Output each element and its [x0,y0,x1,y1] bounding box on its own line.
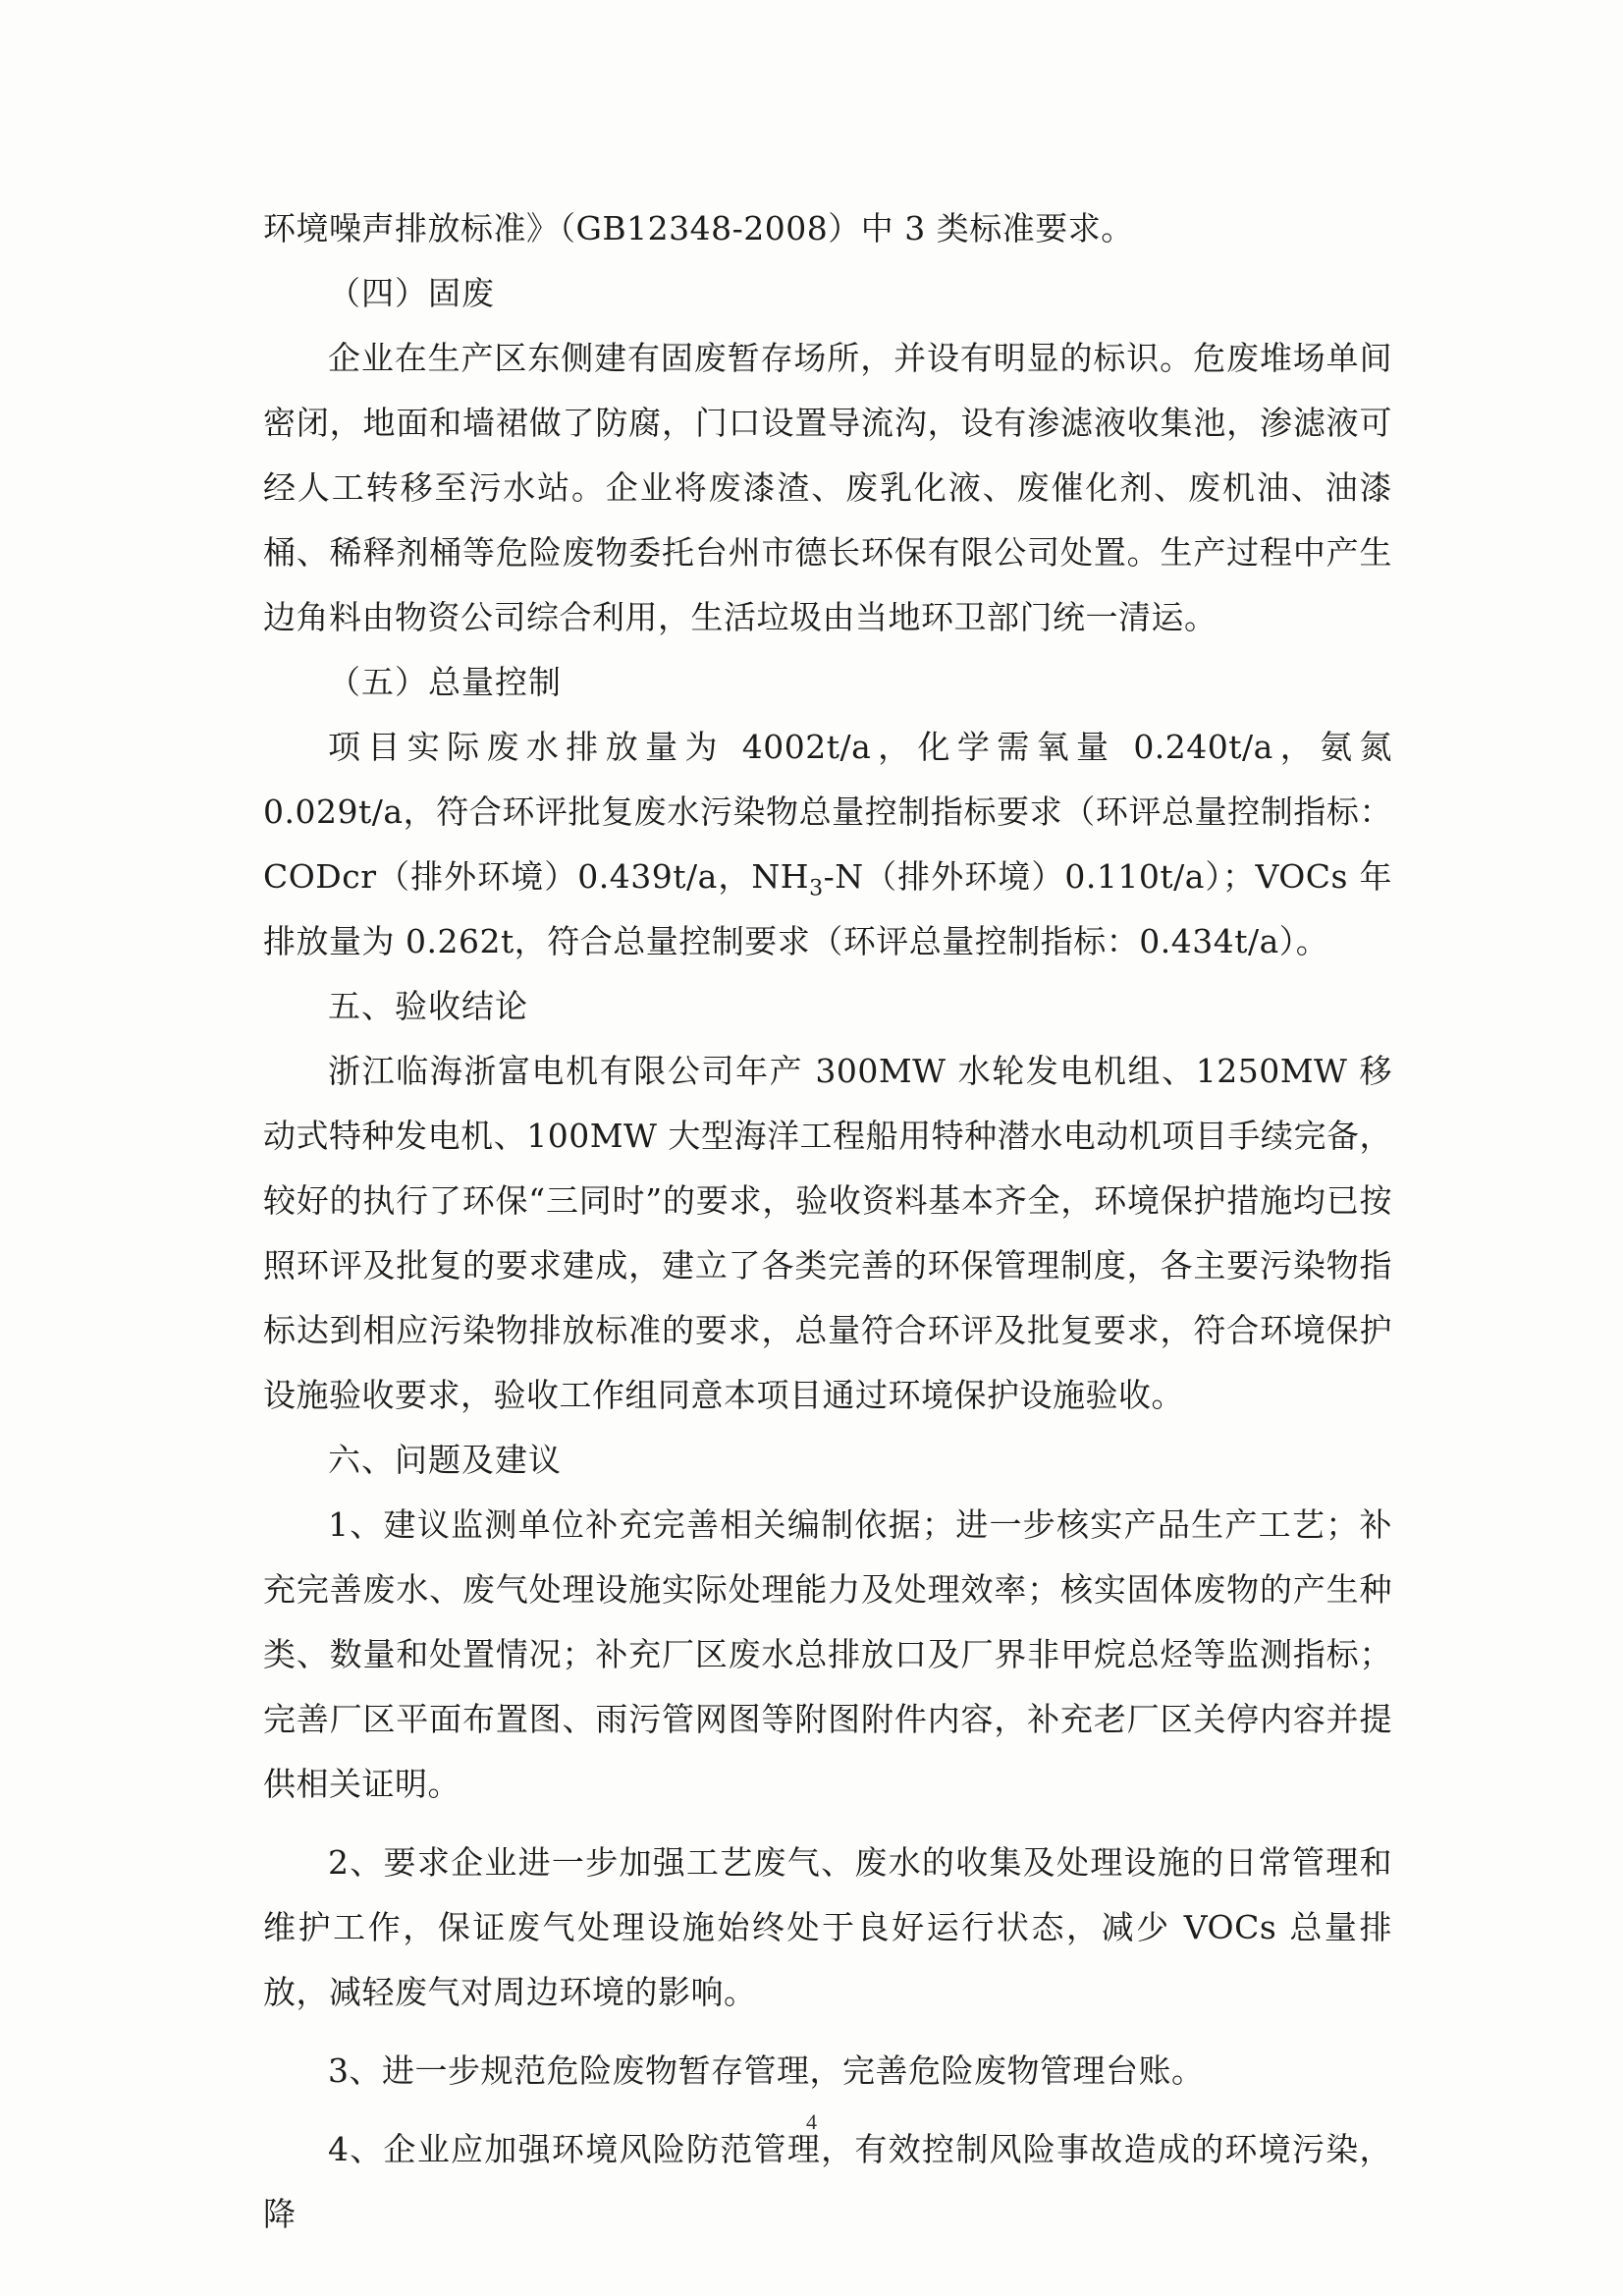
suggestion-2: 2、要求企业进一步加强工艺废气、废水的收集及处理设施的日常管理和维护工作，保证废气处理设施始终处于良好运行状态，减少 VOCs 总量排放，减轻废气对周边环境的影响。 [263,1843,1392,2011]
suggestion-4: 4、企业应加强环境风险防范管理，有效控制风险事故造成的环境污染，降 [263,2130,1392,2233]
heading-solid-waste: （四）固废 [328,274,495,312]
paragraph-noise-standard: 环境噪声排放标准》（GB12348-2008）中 3 类标准要求。 [263,209,1134,247]
paragraph-total-control [263,715,1392,974]
total-control-text-a: 项目实际废水排放量为 4002t/a，化学需氧量 0.240t/a，氨氮 0.029t/a，符合环评批复废水污染物总量控制指标要求（环评总量控制指标：CODcr（排外环境）0.439t/a，NH [263,728,1392,896]
page-number: 4 [806,2109,817,2134]
total-control-text-b: -N（排外环境）0.110t/a）；VOCs 年排放量为 0.262t，符合总量控制要求（环评总量控制指标：0.434t/a）。 [263,857,1392,960]
heading-conclusion: 五、验收结论 [328,987,528,1025]
subscript-3: 3 [809,876,824,902]
document-body [263,196,1392,2247]
heading-total-control: （五）总量控制 [328,663,562,701]
suggestion-3: 3、进一步规范危险废物暂存管理，完善危险废物管理台账。 [328,2051,1205,2090]
paragraph-conclusion: 浙江临海浙富电机有限公司年产 300MW 水轮发电机组、1250MW 移动式特种发电机、100MW 大型海洋工程船用特种潜水电动机项目手续完备，较好的执行了环保“三同时”的要求，验收资料基本齐全，环境保护措施均已按照环评及批复的要求建成，建立了各类完善的环保管理制度，各主要污染物指标达到相应污染物排放标准的要求，总量符合环评及批复要求，符合环境保护设施验收要求，验收工作组同意本项目通过环境保护设施验收。 [263,1052,1392,1414]
heading-suggestions: 六、问题及建议 [328,1441,562,1479]
paragraph-solid-waste: 企业在生产区东侧建有固废暂存场所，并设有明显的标识。危废堆场单间密闭，地面和墙裙做了防腐，门口设置导流沟，设有渗滤液收集池，渗滤液可经人工转移至污水站。企业将废漆渣、废乳化液、废催化剂、废机油、油漆桶、稀释剂桶等危险废物委托台州市德长环保有限公司处置。生产过程中产生边角料由物资公司综合利用，生活垃圾由当地环卫部门统一清运。 [263,339,1392,636]
suggestion-1: 1、建议监测单位补充完善相关编制依据；进一步核实产品生产工艺；补充完善废水、废气处理设施实际处理能力及处理效率；核实固体废物的产生种类、数量和处置情况；补充厂区废水总排放口及厂界非甲烷总烃等监测指标；完善厂区平面布置图、雨污管网图等附图附件内容，补充老厂区关停内容并提供相关证明。 [263,1505,1392,1803]
